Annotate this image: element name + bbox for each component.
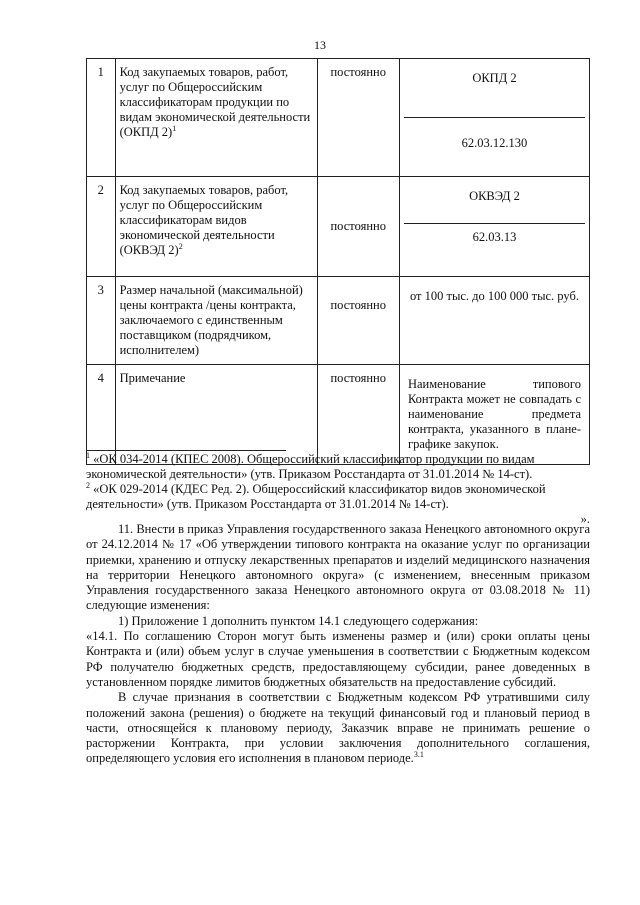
table-row xyxy=(87,177,590,277)
footnote-ref: 2 xyxy=(178,241,183,251)
footnote-mark: 2 xyxy=(86,480,90,490)
paragraph-text: В случае признания в соответствии с Бюджетным кодексом РФ утратившими силу положений закона (решения) о бюджете на текущий финансовый год и плановый период в части, относящейся к плановому периоду, Заказчик вправе не принимать решение о расторжении Контракта, при условии заключения дополнительного соглашения, определяющего условия его исполнения в плановом периоде. xyxy=(86,690,590,766)
footnote-ref: 1 xyxy=(172,123,177,133)
parameters-table xyxy=(86,58,590,465)
row-name-text: Код закупаемых товаров, работ, услуг по Общероссийским классификаторам видов экономической деятельности (ОКВЭД 2) xyxy=(119,183,289,257)
row-value xyxy=(399,277,589,365)
row-period: постоянно xyxy=(317,59,399,177)
paragraph-amendment: 11. Внести в приказ Управления государственного заказа Ненецкого автономного округа от 24.12.2014 № 17 «Об утверждении типового контракта на оказание услуг по организации приемки, хранению и отпуску лекарственных препаратов и изделий медицинского назначения на территории Ненецкого автономного округа» (с изменением, внесенным приказом Управления государственного заказа Ненецкого автономного округа от 03.08.2018 № 11) следующие изменения: xyxy=(86,522,590,613)
footnote-text: «ОК 034-2014 (КПЕС 2008). Общероссийский классификатор продукции по видам экономической деятельности» (утв. Приказом Росстандарта от 31.01.2014 № 14-ст). xyxy=(86,452,535,481)
paragraph-budget-code xyxy=(86,690,590,766)
row-name xyxy=(115,177,317,277)
footnote-2 xyxy=(86,482,590,512)
footnote-mark: 1 xyxy=(86,450,90,460)
footnote-text: «ОК 029-2014 (КДЕС Ред. 2). Общероссийский классификатор видов экономической деятельности» (утв. Приказом Росстандарта от 31.01.2014 № 14-ст). xyxy=(86,482,546,511)
row-name: Размер начальной (максимальной) цены контракта /цены контракта, заключаемого с единственным поставщиком (подрядчиком, исполнителем) xyxy=(115,277,317,365)
closing-quote: ». xyxy=(580,512,590,526)
value-code: 62.03.12.130 xyxy=(404,117,585,170)
page-number: 13 xyxy=(314,38,326,52)
paragraph-clause-14-1: «14.1. По соглашению Сторон могут быть изменены размер и (или) сроки оплаты цены Контракта и (или) объем услуг в случае уменьшения в соответствии с Бюджетным кодексом РФ получателю бюджетных средств, предоставляющему субсидии, ранее доведенных в установленном порядке лимитов бюджетных обязательств на предоставление субсидий. xyxy=(86,629,590,689)
row-value xyxy=(399,59,589,177)
paragraph-appendix: 1) Приложение 1 дополнить пунктом 14.1 следующего содержания: xyxy=(118,613,479,628)
row-value xyxy=(399,177,589,277)
value-price-range: от 100 тыс. до 100 000 тыс. руб. xyxy=(409,289,579,303)
table-row xyxy=(87,277,590,365)
table-row xyxy=(87,59,590,177)
footnote-ref: 3.1 xyxy=(413,750,424,760)
value-classifier: ОКВЭД 2 xyxy=(469,189,520,203)
row-period: постоянно xyxy=(317,177,399,277)
row-period: постоянно xyxy=(317,365,399,465)
footnote-divider xyxy=(86,450,286,451)
footnotes xyxy=(86,450,590,527)
row-name: Примечание xyxy=(115,365,317,465)
value-classifier: ОКПД 2 xyxy=(472,71,517,85)
value-note: Наименование типового Контракта может не совпадать с наименование предмета контракта, указанного в плане-графике закупок. xyxy=(407,377,581,451)
value-code: 62.03.13 xyxy=(404,223,585,270)
row-number: 3 xyxy=(87,277,116,365)
row-number: 2 xyxy=(87,177,116,277)
row-number: 4 xyxy=(87,365,116,465)
row-name xyxy=(115,59,317,177)
row-name-text: Код закупаемых товаров, работ, услуг по Общероссийским классификаторам продукции по видам экономической деятельности (ОКПД 2) xyxy=(119,65,311,139)
row-period: постоянно xyxy=(317,277,399,365)
body-text xyxy=(86,522,590,767)
footnote-1 xyxy=(86,452,590,482)
row-number: 1 xyxy=(87,59,116,177)
